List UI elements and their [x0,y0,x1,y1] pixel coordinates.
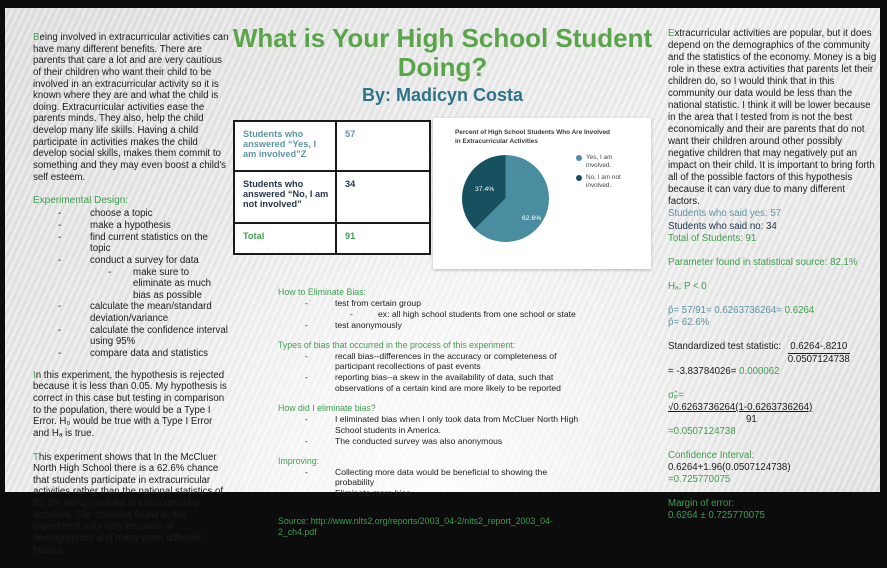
drop-letter: B [33,32,40,43]
intro-text: eing involved in extracurricular activities can have many different benefits. There are parents that care a lot and are very cautious of their children who want their child to be involved in an extracurricular activity so it is known where they are and what the child is doing. Extracurricular activities ease the parents minds. They also, help the child develop many life skills. Having a child participate in activities makes the child develop social skills, makes them commit to something and they may even boost a child's self esteem. [33,32,229,183]
source-citation: Source: http://www.nlts2.org/reports/2003_04-2/nlts2_report_2003_04-2_ch4.pdf [278,516,553,538]
list-subitem: - ex: all high school students from one school or state [350,308,576,319]
list-item: - calculate the mean/standard deviation/variance [58,301,212,325]
hypothesis-text: xtracurricular activities are popular, but it does depend on the demographics of the community and the statistics of the economy. Money is a big role in these extra activities that parents let their children do, so I would think that in this community our data would be less than the national statistic. I think it will be lower because in the area that I tested from is not the best economically and their are parents that do not want their children around other possibly negative children that may negatively put an impact on their child. It is important to bring forth all of the possible factors of this hypothesis because it can vary due to many different factors. [668,28,877,208]
list-item: - make a hypothesis [58,219,171,231]
hypothesis-paragraph [668,28,878,208]
table-row-value: 34 [335,170,429,222]
table-row-label: Total [235,222,335,253]
list-item: - Eliminate more bias [305,488,411,499]
eliminate-bias-section [278,403,588,447]
intro-paragraph [33,32,229,183]
table-row-value: 57 [335,122,429,170]
confidence-interval-heading: Confidence Interval: [668,449,755,461]
improving-section [278,456,588,500]
middle-column [278,287,588,538]
yes-count-line: Students who said yes: 57 [668,208,782,220]
list-item: - I eliminated bias when I only took data from McCluer North High School students in America. [305,414,579,435]
poster-slide [5,8,880,556]
legend-label: No, I am not involved. [586,173,621,189]
chart-legend [576,154,638,193]
analysis-paragraph [33,370,229,440]
legend-item [576,174,638,191]
bias-types-section [278,340,588,394]
list-item: - conduct a survey for data [58,254,199,266]
analysis-text: n this experiment, the hypothesis is rejected because it is less than 0.05. My hypothesis is correct in this case but testing in comparison to the population, there would be a Type I Error. H₀ would be true with a Type I Error and Hₐ is true. [33,369,227,439]
conclusion-text: his experiment shows that In the McCluer North High School there is a 62.6% chance that students participate in extracurricular activities rather than the national statistics of 82.1% being involved in extracurricular activities. The statistics found in this experiment may vary because of demographics and many other different factors. [33,451,224,556]
legend-label: Yes, I am involved. [586,154,613,170]
drop-letter: T [33,451,39,463]
legend-swatch-no [576,175,582,181]
list-item: - reporting bias--a skew in the availability of data, such that observations of a certain kind are more likely to be reported [305,372,561,394]
list-item: - choose a topic [58,208,153,220]
table-row-label: Students who answered “No, I am not involved” [235,170,335,222]
confidence-interval-expression: 0.6264+1.96(0.0507124738) [668,461,791,473]
legend-swatch-yes [576,155,582,161]
sigma-denominator: 91 [746,413,757,425]
design-list [33,208,229,359]
list-item: - compare data and statistics [58,348,208,360]
parameter-line: Parameter found in statistical source: 82.1% [668,256,858,268]
pie-chart [462,155,549,242]
section-heading: Improving: [278,455,320,466]
list-item: - find current statistics on the topic [58,231,208,255]
sigma-label: σₚ̂= [668,389,684,401]
left-column [33,32,229,568]
no-count-line: Students who said no: 34 [668,220,777,232]
right-column [668,28,878,522]
test-statistic-result: = -3.83784026= 0.000062 [668,365,780,377]
chart-title: Percent of High School Students Who Are Involved in Extracurricular Activities [455,129,610,145]
list-item: - test anonymously [305,319,402,330]
section-heading: How to Eliminate Bias: [278,287,367,297]
p-hat-calculation: p̂= 57/91= 0.6263736264= 0.6264 [668,304,815,316]
list-item: - The conducted survey was also anonymous [305,435,503,446]
sigma-result: =0.0507124738 [668,425,736,437]
pie-value-label-no: 37.4% [475,186,495,193]
results-table [233,120,431,255]
p-hat-percent: p̂= 62.6% [668,316,710,328]
bias-section [278,287,588,331]
experimental-design-heading: Experimental Design: [33,195,129,207]
pie-chart-panel [433,118,651,269]
legend-item [576,154,638,171]
test-statistic-line: Standardized test statistic: $\frac{0.6264-.8210}{0.0507124738}$ [668,340,850,365]
list-item: - recall bias--differences in the accuracy or completeness of participant recollections of past events [305,350,557,372]
list-item: - test from certain group [305,298,421,309]
poster-title: What is Your High School Student Doing? [232,23,653,83]
section-heading: How did I eliminate bias? [278,402,376,413]
drop-letter: E [668,28,675,39]
margin-of-error-heading: Margin of error: [668,498,735,509]
byline: By: Madicyn Costa [361,85,524,106]
table-row-value: 91 [335,222,429,253]
section-heading: Types of bias that occurred in the process of this experiment: [278,339,516,350]
sigma-numerator: √0.6263736264(1-0.6263736264) [668,401,813,413]
confidence-interval-result: =0.725770075 [668,473,731,485]
drop-letter: I [33,369,36,381]
table-row-label: Students who answered “Yes, I am involved”Z [243,129,317,159]
list-subitem: - make sure to eliminate as much bias as possible [108,266,212,301]
list-item: - calculate the confidence interval using 95% [58,324,228,348]
total-count-line: Total of Students: 91 [668,232,757,244]
list-item: - Collecting more data would be beneficial to showing the probability [305,466,548,488]
alt-hypothesis-line: Hₐ: P < 0 [668,280,707,292]
pie-value-label-yes: 62.6% [522,215,542,222]
fraction: $\frac{0.6264-.8210}{0.0507124738}$ [787,340,850,365]
margin-of-error-value: 0.6264 ± 0.725770075 [668,510,765,522]
